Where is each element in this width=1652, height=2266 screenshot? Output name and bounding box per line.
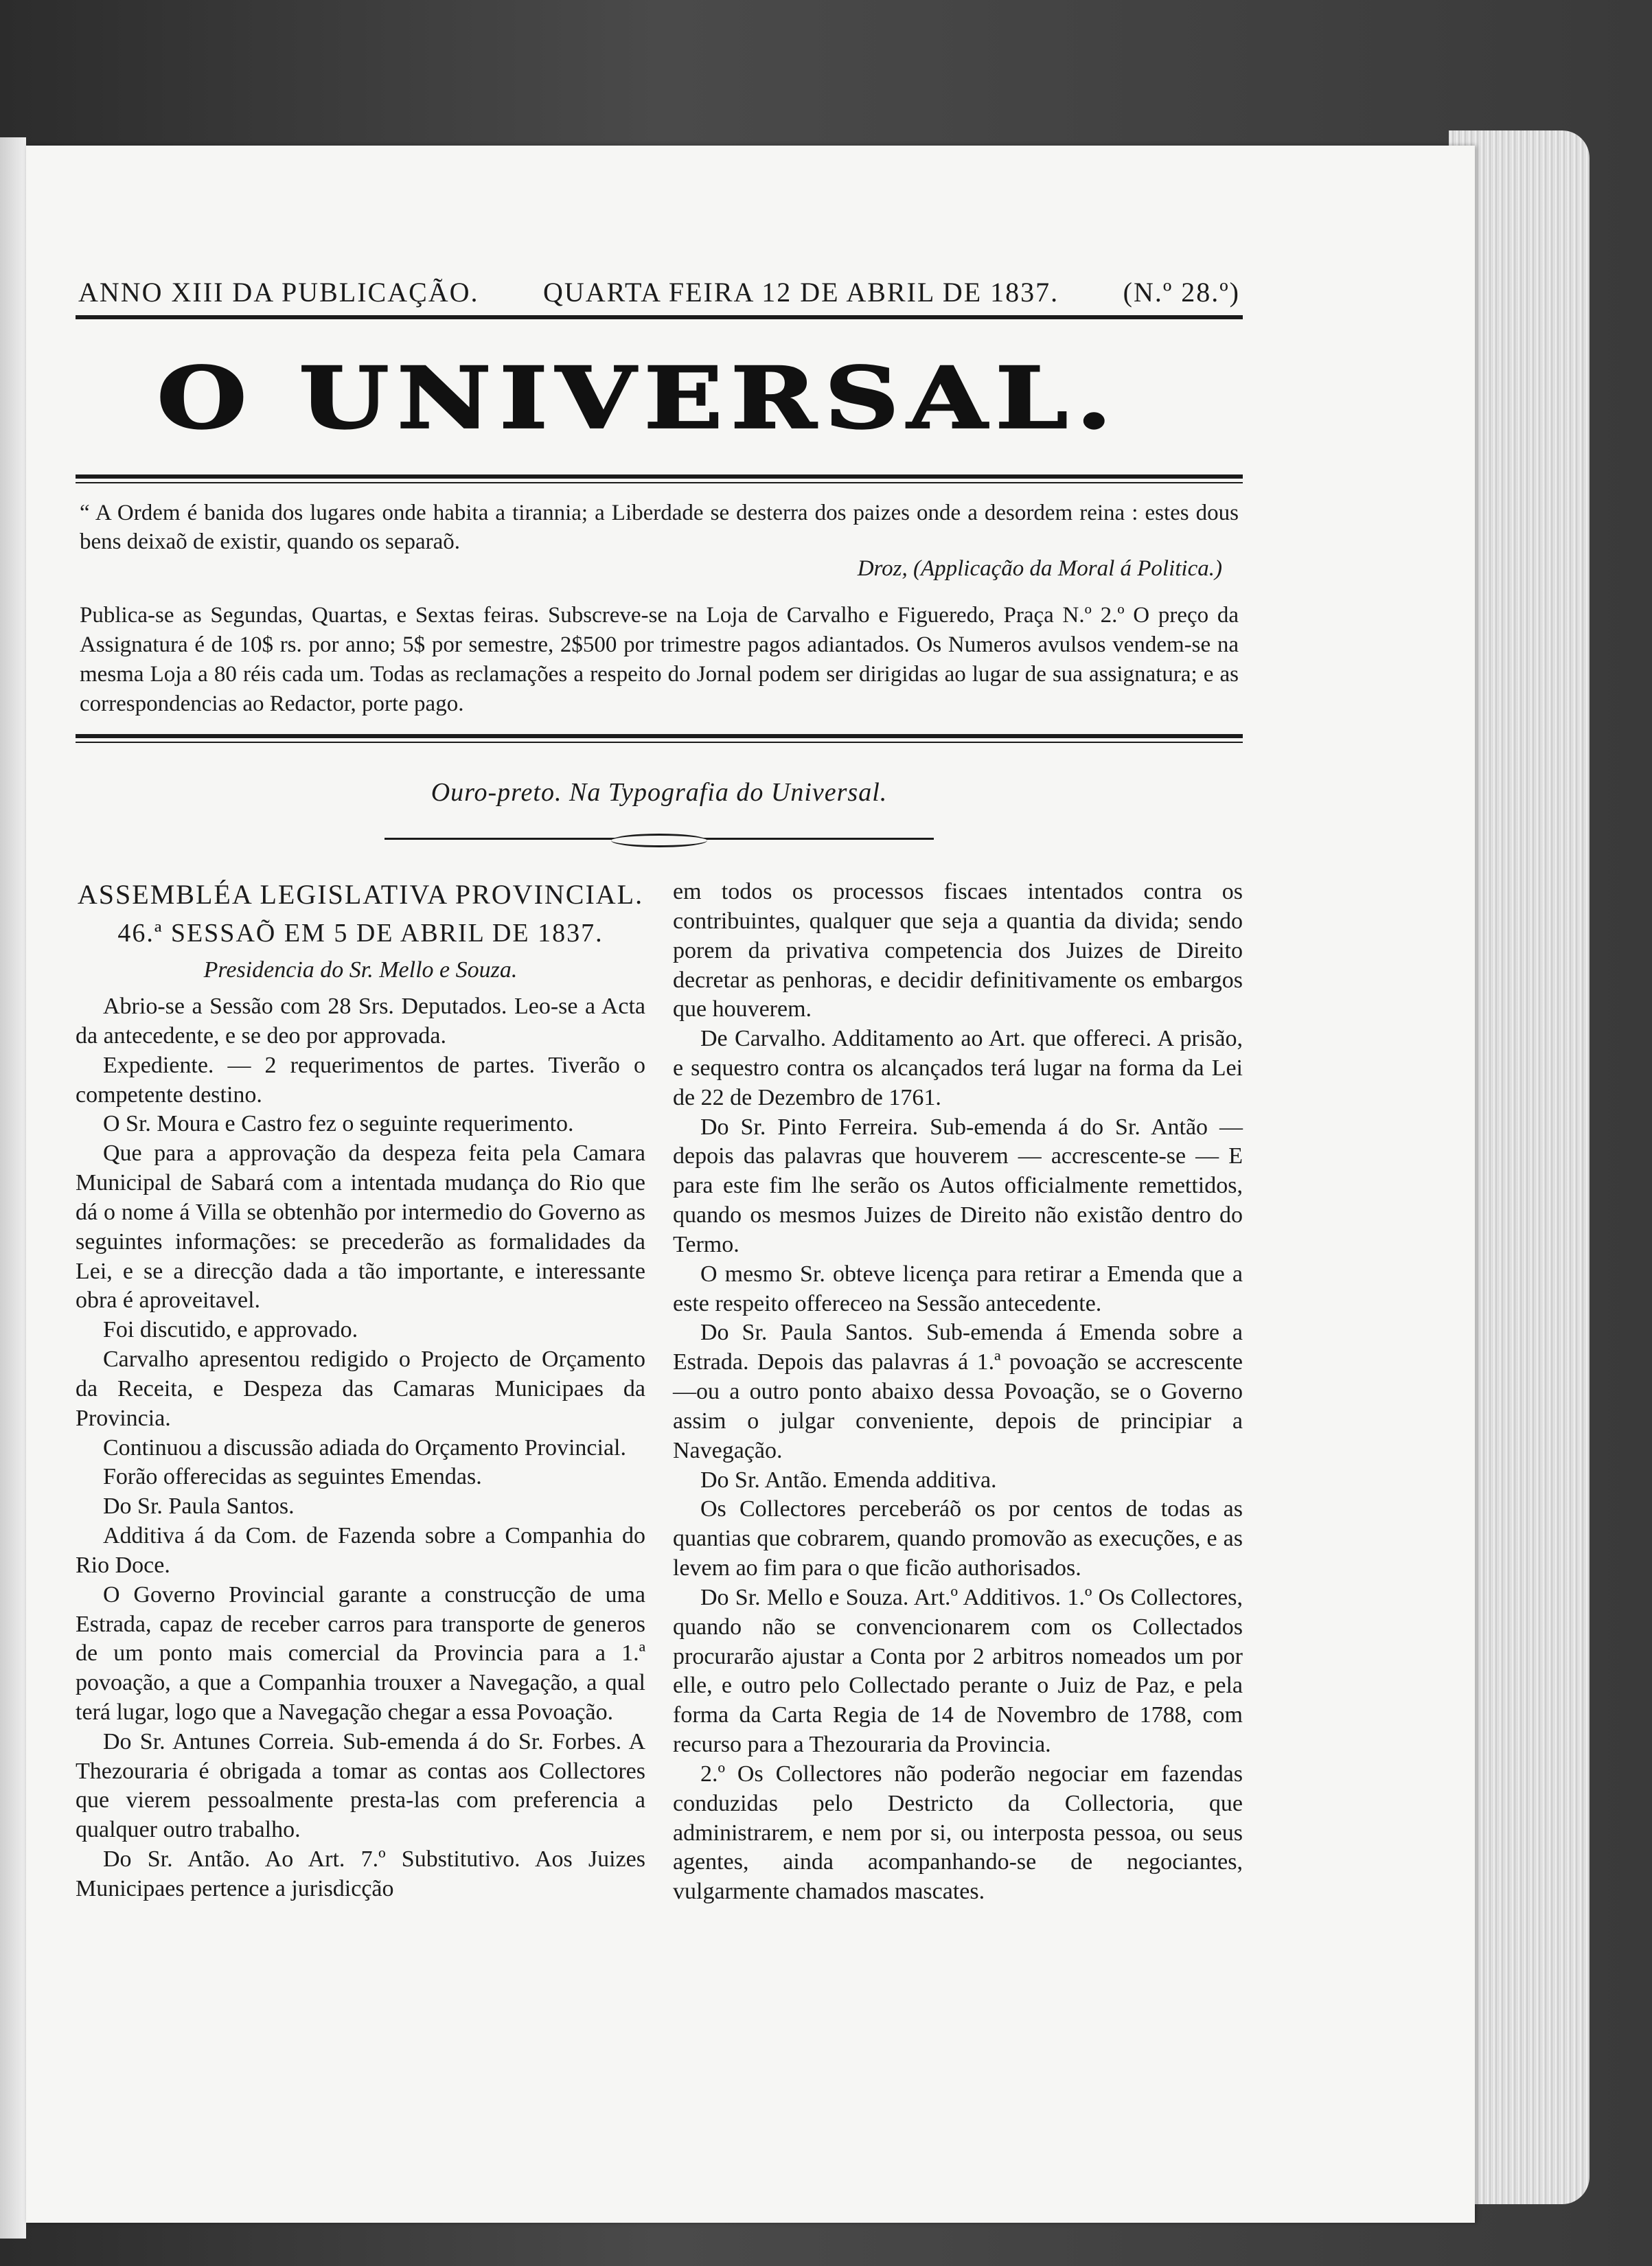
assembly-heading: ASSEMBLÉA LEGISLATIVA PROVINCIAL. [77, 879, 644, 911]
newspaper-page [26, 146, 1475, 2223]
paragraph: Do Sr. Antão. Emenda additiva. [700, 1467, 997, 1493]
paragraph: Carvalho apresentou redigido o Projecto de Orçamento da Receita, e Despeza das Camaras Municipaes da Provincia. [76, 1347, 645, 1431]
paragraph: De Carvalho. Additamento ao Art. que offereci. A prisão, e sequestro contra os alcançados terá lugar na forma da Lei de 22 de Dezembro de 1761. [673, 1026, 1243, 1110]
paragraph: em todos os processos fiscaes intentados contra os contribuintes, qualquer que seja a quantia da divida; sendo porem da privativa competencia dos Juizes de Direito decretar as penhoras, e decidir definitivamente os embargos que houverem. [673, 879, 1243, 1022]
subscription-info: Publica-se as Segundas, Quartas, e Sextas feiras. Subscreve-se na Loja de Carvalho e Figueredo, Praça N.º 2.º O preço da Assignatura é de 10$ rs. por anno; 5$ por semestre, 2$500 por trimestre pagos adiantados. Os Numeros avulsos vendem-se na mesma Loja a 80 réis cada um. Todas as reclamações a respeito do Jornal podem ser dirigidas ao lugar de sua assignatura; e as correspondencias ao Redactor, porte pago. [80, 603, 1239, 717]
paragraph: Expediente. — 2 requerimentos de partes. Tiverão o competente destino. [76, 1052, 645, 1108]
page-content [76, 276, 1243, 1907]
paragraph: Do Sr. Paula Santos. [103, 1494, 295, 1520]
subscription-rule-thin [76, 742, 1243, 743]
session-heading: 46.ª SESSAÕ EM 5 DE ABRIL DE 1837. [117, 919, 604, 948]
paragraph: 2.º Os Collectores não poderão negociar em fazendas conduzidas pelo Destricto da Collectoria, que administrarem, e nem por si, ou interposta pessoa, ou seus agentes, ainda acompanhando-se de negociantes, vulgarmente chamados mascates. [673, 1761, 1243, 1905]
issue-number: (N.º 28.º) [1123, 277, 1240, 308]
paragraph: Do Sr. Paula Santos. Sub-emenda á Emenda sobre a Estrada. Depois das palavras á 1.ª povoação se accrescente—ou a outro ponto abaixo dessa Povoação, se o Governo assim o julgar conveniente, depois de principiar a Navegação. [673, 1320, 1243, 1463]
epigraph-source: Droz, (Applicação da Moral á Politica.) [857, 556, 1222, 582]
imprint: Ouro-preto. Na Typografia do Universal. [431, 778, 888, 808]
paragraph: O mesmo Sr. obteve licença para retirar a Emenda que a este respeito offereceo na Sessão antecedente. [673, 1261, 1243, 1316]
paragraph: O Sr. Moura e Castro fez o seguinte requerimento. [103, 1111, 574, 1137]
left-page-edge [0, 137, 26, 2239]
paragraph: Foi discutido, e approvado. [103, 1317, 358, 1343]
paragraph: O Governo Provincial garante a construcção de uma Estrada, capaz de receber carros para transporte de generos de um ponto mais comercial da Provincia para a 1.ª povoação, a que a Companhia trouxer a Navegação, a qual terá lugar, logo que a Navegação chegar a essa Povoação. [76, 1581, 645, 1725]
masthead-line [76, 276, 1243, 308]
ornamental-divider [385, 835, 934, 842]
paragraph: Do Sr. Antunes Correia. Sub-emenda á do Sr. Forbes. A Thezouraria é obrigada a tomar as contas aos Collectores que vierem pessoalmente presta-las com preferencia a qualquer outro trabalho. [76, 1728, 645, 1843]
subscription-rule-thick [76, 734, 1243, 738]
right-column [673, 878, 1243, 1907]
paragraph: Do Sr. Mello e Souza. Art.º Additivos. 1.º Os Collectores, quando não se convencionarem com os Collectados procurarão ajustar a Conta por 2 arbitros nomeados um por elle, e outro pelo Collectado perante o Juiz de Paz, e pela forma da Carta Regia de 14 de Novembro de 1788, com recurso para a Thezouraria da Provincia. [673, 1584, 1243, 1758]
paragraph: Abrio-se a Sessão com 28 Srs. Deputados. Leo-se a Acta da antecedente, e se deo por approvada. [76, 994, 645, 1049]
newspaper-title: O UNIVERSAL. [157, 348, 1121, 448]
paragraph: Do Sr. Pinto Ferreira. Sub-emenda á do Sr. Antão — depois das palavras que houverem — accrescente-se — E para este fim lhe serão os Autos officialmente remettidos, quando os mesmos Juizes de Direito não existão dentro do Termo. [673, 1114, 1243, 1257]
title-rule-thin [76, 482, 1243, 483]
left-column [76, 878, 645, 1907]
presidency-line: Presidencia do Sr. Mello e Souza. [203, 957, 518, 983]
article-columns [76, 878, 1243, 1907]
paragraph: Additiva á da Com. de Fazenda sobre a Companhia do Rio Doce. [76, 1523, 645, 1578]
paragraph: Continuou a discussão adiada do Orçamento Provincial. [103, 1434, 626, 1461]
paragraph: Do Sr. Antão. Ao Art. 7.º Substitutivo. Aos Juizes Municipaes pertence a jurisdicção [76, 1846, 645, 1901]
paragraph: Que para a approvação da despeza feita pela Camara Municipal de Sabará com a intentada mudança do Rio que dá o nome á Villa se obtenhão por intermedio do Governo as seguintes informações: se precederão as formalidades da Lei, e se a direcção dada a tão importante, e interessante obra é aproveitavel. [76, 1141, 645, 1314]
publication-year: ANNO XIII DA PUBLICAÇÃO. [78, 277, 479, 308]
publication-date: QUARTA FEIRA 12 DE ABRIL DE 1837. [543, 277, 1059, 308]
paragraph: Os Collectores perceberáõ os por centos de todas as quantias que cobrarem, quando promovão as execuções, e as levem ao fim para o que ficão authorisados. [673, 1496, 1243, 1581]
paragraph: Forão offerecidas as seguintes Emendas. [103, 1464, 482, 1490]
masthead-rule [76, 315, 1243, 319]
epigraph: “ A Ordem é banida dos lugares onde habita a tirannia; a Liberdade se desterra dos paizes onde a desordem reina : estes dous bens deixaõ de existir, quando os separaõ. [80, 501, 1239, 555]
title-rule-thick [76, 474, 1243, 479]
